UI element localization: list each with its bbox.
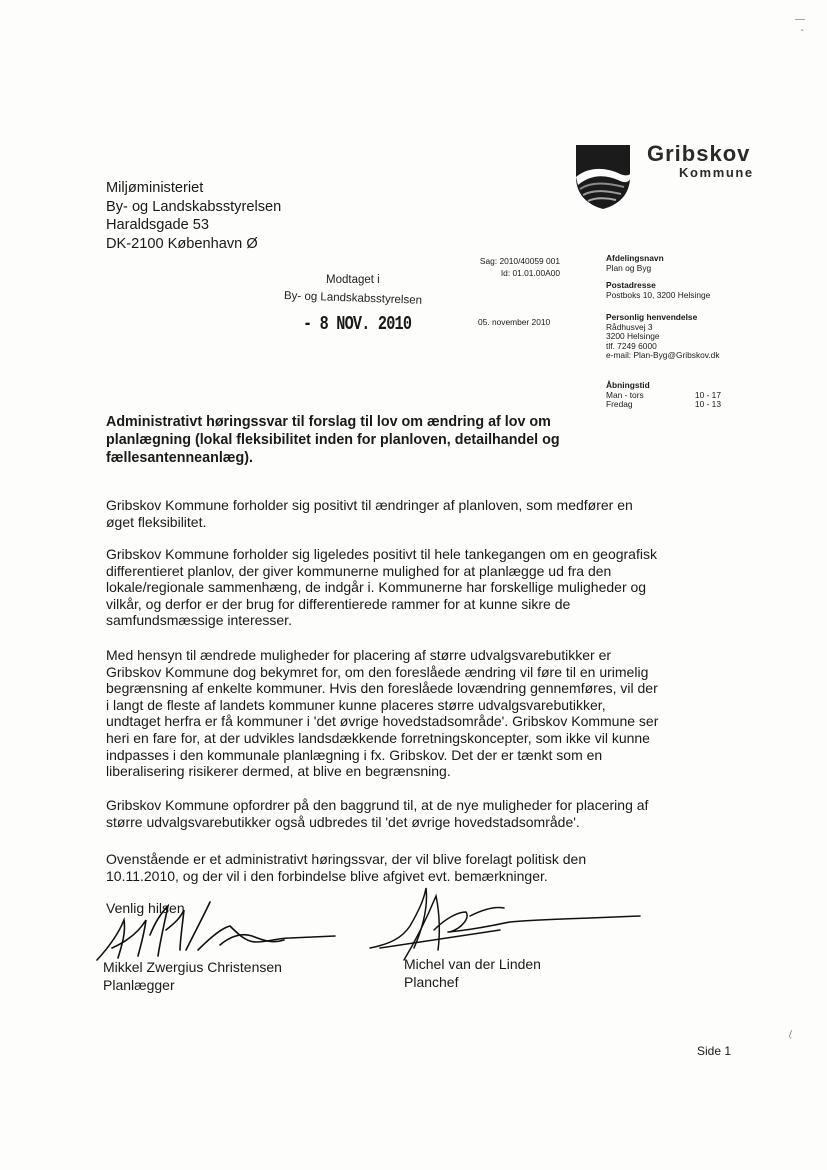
body-line: indpasses i den kommunale planlægning i fx. Gribskov. Det der er tænkt som en [106,746,603,763]
gribskov-logo-icon [574,143,632,211]
stamp-agency: By- og Landskabsstyrelsen [283,290,423,307]
recipient-line: By- og Landskabsstyrelsen [106,198,282,215]
visit-street: Rådhusvej 3 [606,321,653,332]
signer-1-title: Planlægger [103,976,175,993]
recipient-line: Miljøministeriet [106,180,204,196]
recipient-address [106,179,281,253]
body-line: Gribskov Kommune forholder sig positivt til ændringer af planloven, som medfører en [106,497,633,513]
subject-line: fællesantenneanlæg). [106,449,253,466]
body-line: lokale/regionale sammenhæng, de indgår i. Kommunerne har forskellige muligheder og [106,579,647,596]
body-line: 10.11.2010, og der vil i den forbindelse blive afgivet evt. bemærkninger. [106,867,548,884]
body-line: heri en fare for, at der udvikles landsdækkende forretningskoncepter, som ikke vil kunne [106,729,650,746]
body-line: begrænsning af enkelte kommuner. Hvis den foreslåede lovændring gennemføres, vil der [106,680,658,697]
hours-time: 10 - 17 [694,389,721,400]
postal-block [606,281,710,300]
case-number: Sag: 2010/40059 001 [479,256,560,266]
postal-heading: Postadresse [606,280,656,290]
postal-value: Postboks 10, 3200 Helsinge [606,289,711,300]
visit-email: e-mail: Plan-Byg@Gribskov.dk [606,350,720,361]
scan-mark-top: — - [795,14,805,36]
opening-hours-row [606,400,721,410]
recipient-line: Haraldsgade 53 [106,217,210,234]
signer-1-name: Mikkel Zwergius Christensen [103,959,282,975]
department-value: Plan og Byg [606,262,652,273]
body-line: øget fleksibilitet. [106,513,207,530]
department-block [606,254,664,273]
logo-name: Gribskov [647,141,751,166]
body-line: vilkår, og derfor er der brug for differentierede rammer for at kunne sikre de [106,595,571,612]
hours-day: Fredag [606,399,633,410]
visit-block [606,313,720,361]
visit-heading: Personlig henvendelse [606,312,698,322]
opening-hours-heading: Åbningstid [606,380,650,390]
signer-2 [404,956,541,991]
stamp-received-label: Modtaget i [326,274,380,286]
recipient-line: DK-2100 København Ø [106,235,258,252]
subject-line: planlægning (lokal fleksibilitet inden for planloven, detailhandel og [106,431,560,448]
body-line: Ovenstående er et administrativt høringssvar, der vil blive forelagt politisk den [106,851,587,867]
body-paragraph-1 [106,497,666,530]
body-paragraph-5 [106,851,666,884]
stamp-date: - 8 NOV. 2010 [303,313,412,335]
body-paragraph-2 [106,546,666,629]
body-line: Gribskov Kommune dog bekymret for, om den foreslåede ændring vil føre til en urimelig [106,663,649,680]
closing-greeting: Venlig hilsen [106,900,185,916]
body-line: i langt de fleste af landets kommuner kunne placeres større udvalgsvarebutikker, [106,696,606,713]
signer-2-title: Planchef [404,973,459,990]
logo-subtitle: Kommune [679,165,754,180]
opening-hours-block [606,381,721,410]
signer-2-name: Michel van der Linden [404,956,541,972]
visit-city: 3200 Helsinge [606,331,660,342]
body-line: samfundsmæssige interesser. [106,612,292,629]
body-line: differentieret planlov, der giver kommunerne mulighed for at planlægge ud fra den [106,562,612,579]
letter-date: 05. november 2010 [478,317,551,327]
hours-time: 10 - 13 [694,399,721,410]
case-reference [470,255,560,280]
signer-1 [103,959,282,994]
body-paragraph-4 [106,797,666,830]
department-heading: Afdelingsnavn [606,253,664,263]
page-number: Side 1 [697,1044,732,1058]
body-paragraph-3 [106,647,666,780]
body-line: større udvalgsvarebutikker også udbredes til 'det øvrige hovedstadsområde'. [106,813,580,830]
letter-subject [106,414,576,467]
body-line: liberalisering risikerer dermed, at blive en begrænsning. [106,763,451,780]
body-line: Med hensyn til ændrede muligheder for placering af større udvalgsvarebutikker er [106,647,612,663]
body-line: Gribskov Kommune forholder sig ligeledes positivt til hele tankegangen om en geografisk [106,546,657,562]
body-line: Gribskov Kommune opfordrer på den baggrund til, at de nye muligheder for placering af [106,797,649,813]
subject-line: Administrativt høringssvar til forslag til lov om ændring af lov om [106,414,551,430]
scan-mark-bottom: \. [785,1029,797,1042]
signature-2-icon [370,888,640,960]
visit-phone: tlf. 7249 6000 [606,340,657,351]
case-id: Id: 01.01.00A00 [500,268,560,279]
body-line: undtaget herfra er få kommuner i 'det øvrige hovedstadsområde'. Gribskov Kommune ser [106,713,659,730]
hours-day: Man - tors [606,389,644,400]
